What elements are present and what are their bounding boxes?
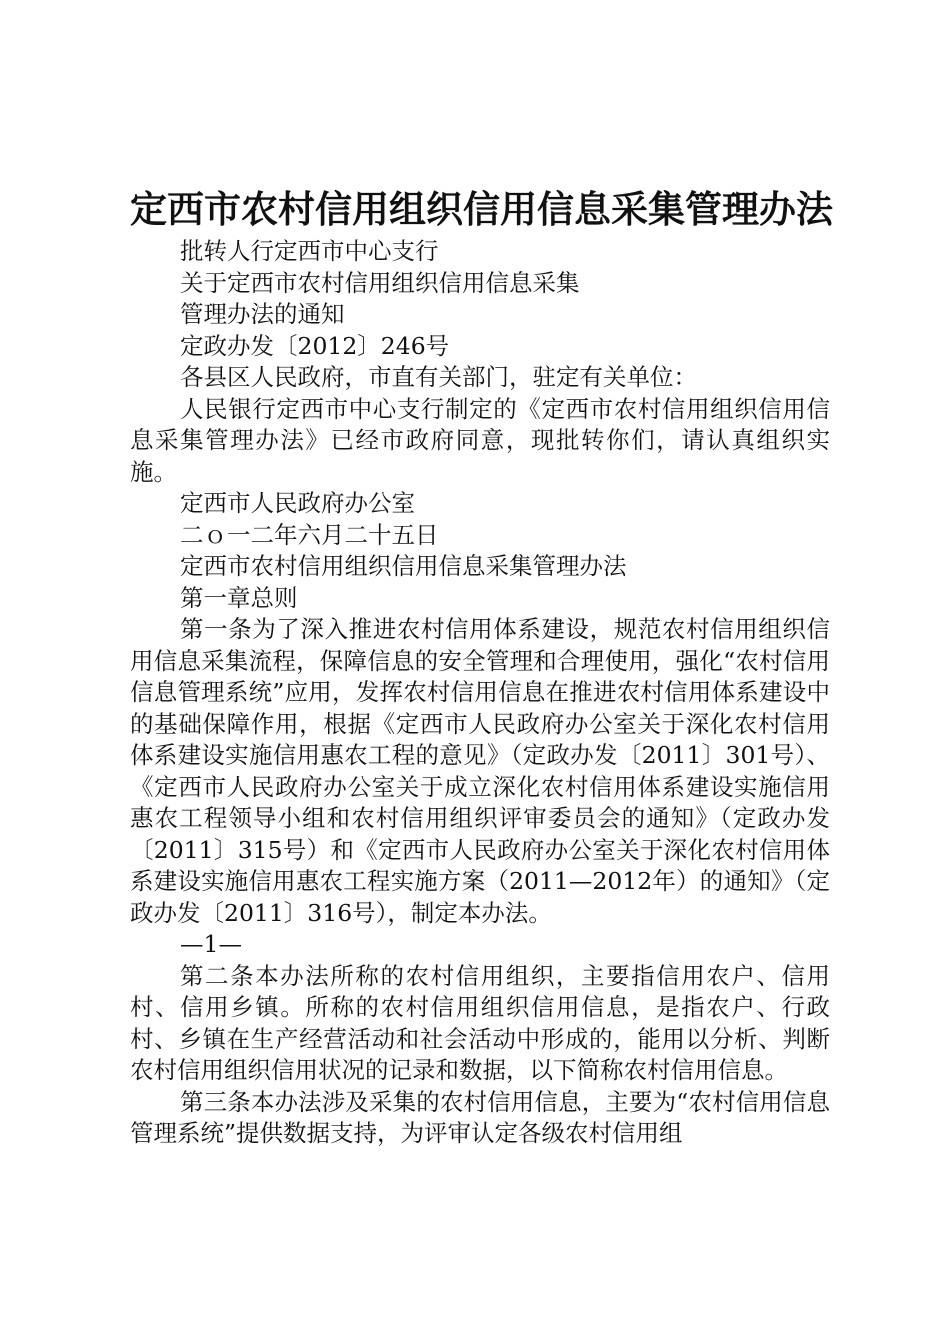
signature-date: 二ｏ一二年六月二十五日	[180, 520, 439, 549]
document-title: 定西市农村信用组织信用信息采集管理办法	[130, 187, 833, 231]
document-body	[130, 236, 830, 1150]
header-line-notice: 管理办法的通知	[180, 300, 345, 328]
header-line-forwarding: 批转人行定西市中心支行	[180, 237, 439, 265]
header-line-recipients: 各县区人民政府，市直有关部门，驻定有关单位：	[180, 363, 697, 391]
header-line-subject: 关于定西市农村信用组织信用信息采集	[180, 268, 580, 297]
article-3-paragraph: 第三条本办法涉及采集的农村信用信息，主要为“农村信用信息管理系统”提供数据支持，为评审认定各级农村信用组	[130, 1087, 830, 1147]
regulation-title: 定西市农村信用组织信用信息采集管理办法	[180, 552, 627, 580]
article-1-paragraph: 第一条为了深入推进农村信用体系建设，规范农村信用组织信用信息采集流程，保障信息的安全管理和合理使用，强化“农村信用信息管理系统”应用，发挥农村信用信息在推进农村信用体系建设中的基础保障作用，根据《定西市人民政府办公室关于深化农村信用体系建设实施信用惠农工程的意见》（定政办发〔2011〕301号）、《定西市人民政府办公室关于成立深化农村信用体系建设实施信用惠农工程领导小组和农村信用组织评审委员会的通知》（定政办发〔2011〕315号）和《定西市人民政府办公室关于深化农村信用体系建设实施信用惠农工程实施方案（2011—2012年）的通知》（定政办发〔2011〕316号），制定本办法。	[130, 615, 830, 927]
header-line-doc-number: 定政办发〔2012〕246号	[180, 331, 450, 360]
page-number: —1—	[180, 930, 242, 958]
notice-paragraph: 人民银行定西市中心支行制定的《定西市农村信用组织信用信息采集管理办法》已经市政府同意，现批转你们，请认真组织实施。	[130, 394, 830, 486]
article-2-paragraph: 第二条本办法所称的农村信用组织，主要指信用农户、信用村、信用乡镇。所称的农村信用组织信用信息，是指农户、行政村、乡镇在生产经营活动和社会活动中形成的，能用以分析、判断农村信用组织信用状况的记录和数据，以下简称农村信用信息。	[130, 961, 830, 1084]
signature-office: 定西市人民政府办公室	[180, 489, 415, 517]
chapter-heading: 第一章总则	[180, 583, 298, 612]
